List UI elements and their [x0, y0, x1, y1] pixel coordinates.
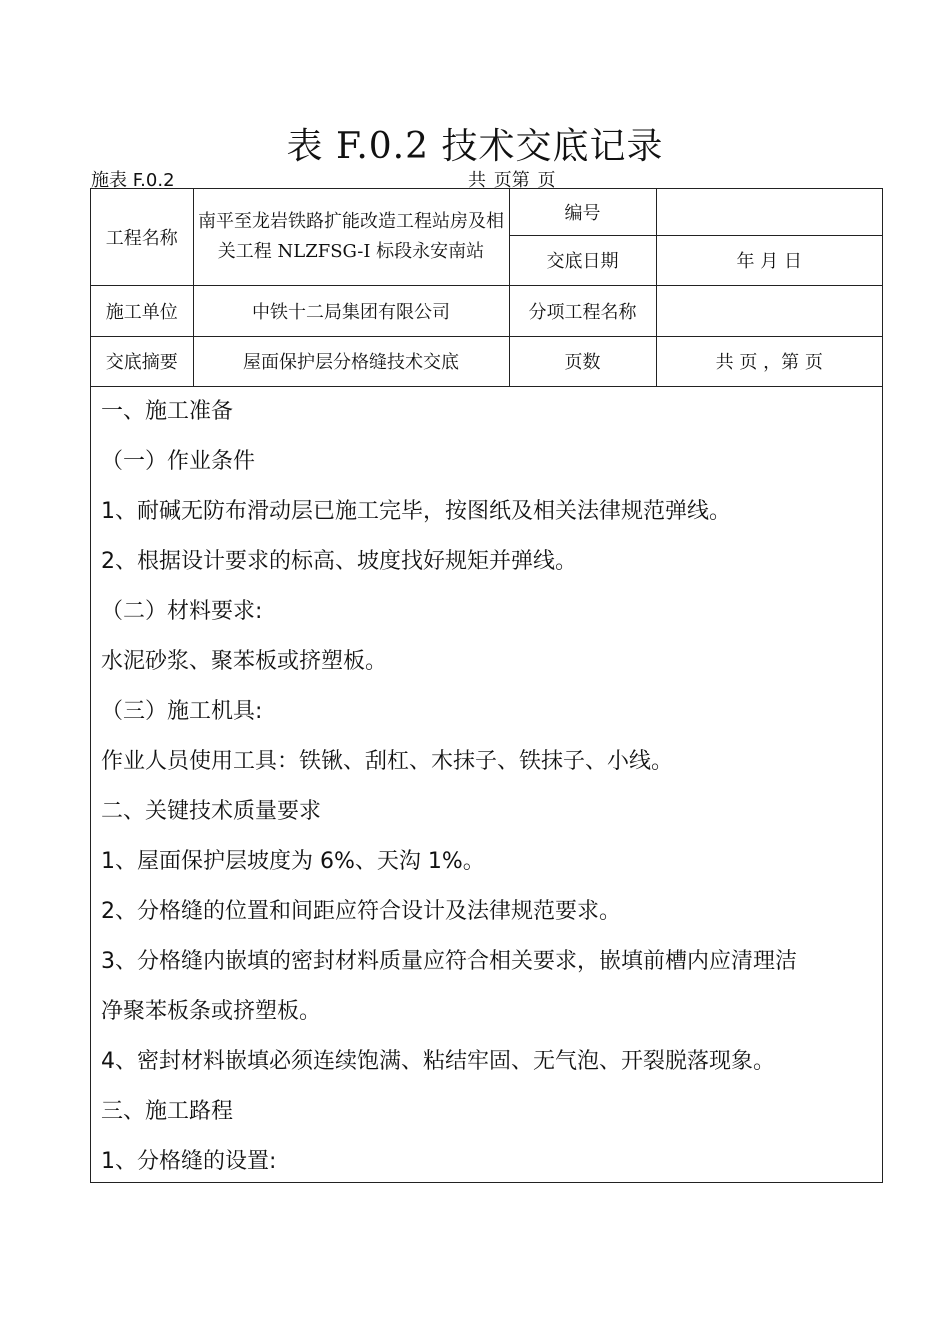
content-line: 二、关键技术质量要求 — [101, 799, 322, 824]
project-name-label: 工程名称 — [91, 189, 193, 285]
summary-label: 交底摘要 — [91, 336, 193, 386]
subitem-value — [656, 285, 882, 336]
number-label: 编号 — [509, 189, 656, 235]
document-title: 表 F.0.2 技术交底记录 — [286, 126, 664, 167]
content-line: 三、施工路程 — [101, 1099, 234, 1124]
content-line: （一）作业条件 — [101, 449, 256, 474]
content-line: 1、耐碱无防布滑动层已施工完毕，按图纸及相关法律规范弹线。 — [101, 499, 731, 524]
content-line: （三）施工机具: — [101, 699, 263, 724]
record-sheet — [90, 188, 883, 1183]
summary-value: 屋面保护层分格缝技术交底 — [193, 336, 509, 386]
number-value — [656, 189, 882, 235]
subitem-label: 分项工程名称 — [509, 285, 656, 336]
pages-value: 共 页 ，第 页 — [656, 336, 882, 386]
content-line: 一、施工准备 — [101, 399, 234, 424]
project-name-value: 南平至龙岩铁路扩能改造工程站房及相关工程 NLZFSG-I 标段永安南站 — [193, 189, 509, 285]
date-label: 交底日期 — [509, 235, 656, 285]
content-line: 水泥砂浆、聚苯板或挤塑板。 — [101, 649, 388, 674]
contractor-label: 施工单位 — [91, 285, 193, 336]
content-body — [101, 387, 872, 1187]
content-line: 4、密封材料嵌填必须连续饱满、粘结牢固、无气泡、开裂脱落现象。 — [101, 1049, 775, 1074]
content-line: 1、屋面保护层坡度为 6%、天沟 1%。 — [101, 849, 485, 874]
form-number: 施表 F.0.2 — [91, 170, 175, 191]
contractor-value: 中铁十二局集团有限公司 — [193, 285, 509, 336]
content-line: 净聚苯板条或挤塑板。 — [101, 999, 322, 1024]
pages-label: 页数 — [509, 336, 656, 386]
content-line: （二）材料要求: — [101, 599, 263, 624]
content-line: 2、分格缝的位置和间距应符合设计及法律规范要求。 — [101, 899, 621, 924]
content-line: 3、分格缝内嵌填的密封材料质量应符合相关要求，嵌填前槽内应清理洁 — [101, 949, 797, 974]
page-count: 共 页第 页 — [468, 170, 556, 191]
content-line: 作业人员使用工具：铁锹、刮杠、木抹子、铁抹子、小线。 — [101, 749, 674, 774]
info-table — [91, 189, 882, 387]
date-value: 年 月 日 — [656, 235, 882, 285]
content-line: 1、分格缝的设置: — [101, 1149, 277, 1174]
content-line: 2、根据设计要求的标高、坡度找好规矩并弹线。 — [101, 549, 577, 574]
